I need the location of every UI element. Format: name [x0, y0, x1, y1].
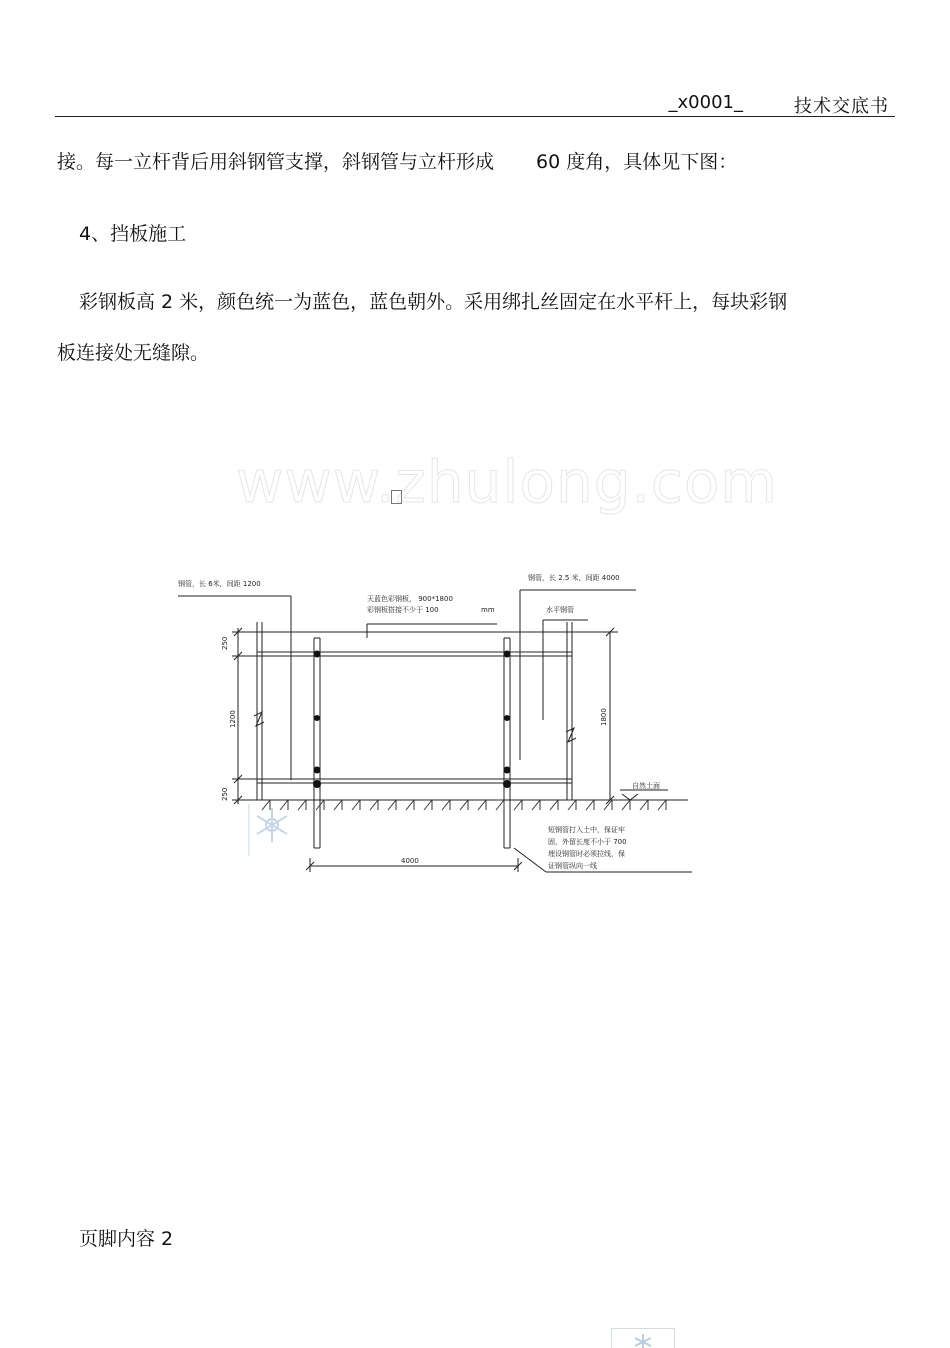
- label-steel-pipe-2-5m: 钢管，长 2.5 米，间距 4000: [528, 573, 620, 583]
- label-color-board-1: 天蓝色彩钢板， 900*1800: [367, 594, 453, 604]
- document-title: 技术交底书: [794, 92, 889, 118]
- paragraph-line-1: 彩钢板高 2 米，颜色统一为蓝色，蓝色朝外。采用绑扎丝固定在水平杆上，每块彩钢: [79, 287, 787, 314]
- dimension-4000: 4000: [401, 857, 419, 865]
- hatch-mark: [262, 800, 270, 810]
- coupler: [503, 780, 511, 788]
- hatch-mark: [298, 800, 306, 810]
- note-line-1: 短钢管打入土中，保证牢: [548, 825, 625, 835]
- dimension-1800: 1800: [600, 708, 608, 726]
- ground-hatching: [262, 800, 666, 810]
- hatch-mark: [406, 800, 414, 810]
- snowflake-icon: [257, 808, 287, 842]
- dimension-250-bottom: 250: [221, 788, 229, 801]
- note-line-4: 证钢管纵向一线: [548, 861, 597, 870]
- body-line-1-text-b: 60 度角，具体见下图：: [536, 151, 737, 173]
- body-line-1-text-a: 接。每一立杆背后用斜钢管支撑，斜钢管与立杆形成: [57, 151, 494, 173]
- coupler: [504, 767, 511, 774]
- snowflake-logo-icon: [611, 1328, 675, 1348]
- page-footer: 页脚内容 2: [79, 1224, 173, 1251]
- label-ground: 自然土面: [632, 781, 660, 790]
- hatch-mark: [280, 800, 288, 810]
- coupler: [504, 715, 510, 721]
- label-color-board-2: 彩钢板搭接不少于 100: [367, 605, 439, 614]
- label-steel-pipe-6m: 钢管，长 6米，间距 1200: [178, 579, 261, 589]
- hatch-mark: [442, 800, 450, 810]
- note-line-2: 固，外留长度不小于 700: [548, 837, 627, 847]
- coupler: [313, 780, 321, 788]
- hatch-mark: [370, 800, 378, 810]
- hatch-mark: [532, 800, 540, 810]
- document-code: _x0001_: [669, 92, 743, 113]
- hatch-mark: [496, 800, 504, 810]
- hatch-mark: [478, 800, 486, 810]
- coupler: [314, 651, 321, 658]
- hatch-mark: [550, 800, 558, 810]
- hatch-mark: [334, 800, 342, 810]
- hatch-mark: [586, 800, 594, 810]
- label-horizontal-pipe: 水平钢管: [546, 605, 574, 614]
- hatch-mark: [658, 800, 666, 810]
- paragraph-line-2: 板连接处无缝隙。: [57, 338, 209, 365]
- dimension-250-top: 250: [221, 637, 229, 650]
- dimension-1200: 1200: [229, 710, 237, 728]
- hatch-mark: [622, 800, 630, 810]
- note-line-3: 埋设钢管时必须拉线，保: [548, 849, 625, 859]
- label-mm: mm: [481, 606, 495, 614]
- coupler: [314, 767, 321, 774]
- hatch-mark: [568, 800, 576, 810]
- hatch-mark: [514, 800, 522, 810]
- coupler: [314, 715, 320, 721]
- watermark-text: www.zhulong.com: [236, 448, 778, 516]
- hatch-mark: [388, 800, 396, 810]
- section-heading: 4、挡板施工: [79, 219, 186, 246]
- hatch-mark: [424, 800, 432, 810]
- hatch-mark: [352, 800, 360, 810]
- hatch-mark: [460, 800, 468, 810]
- coupler: [504, 651, 511, 658]
- hatch-mark: [640, 800, 648, 810]
